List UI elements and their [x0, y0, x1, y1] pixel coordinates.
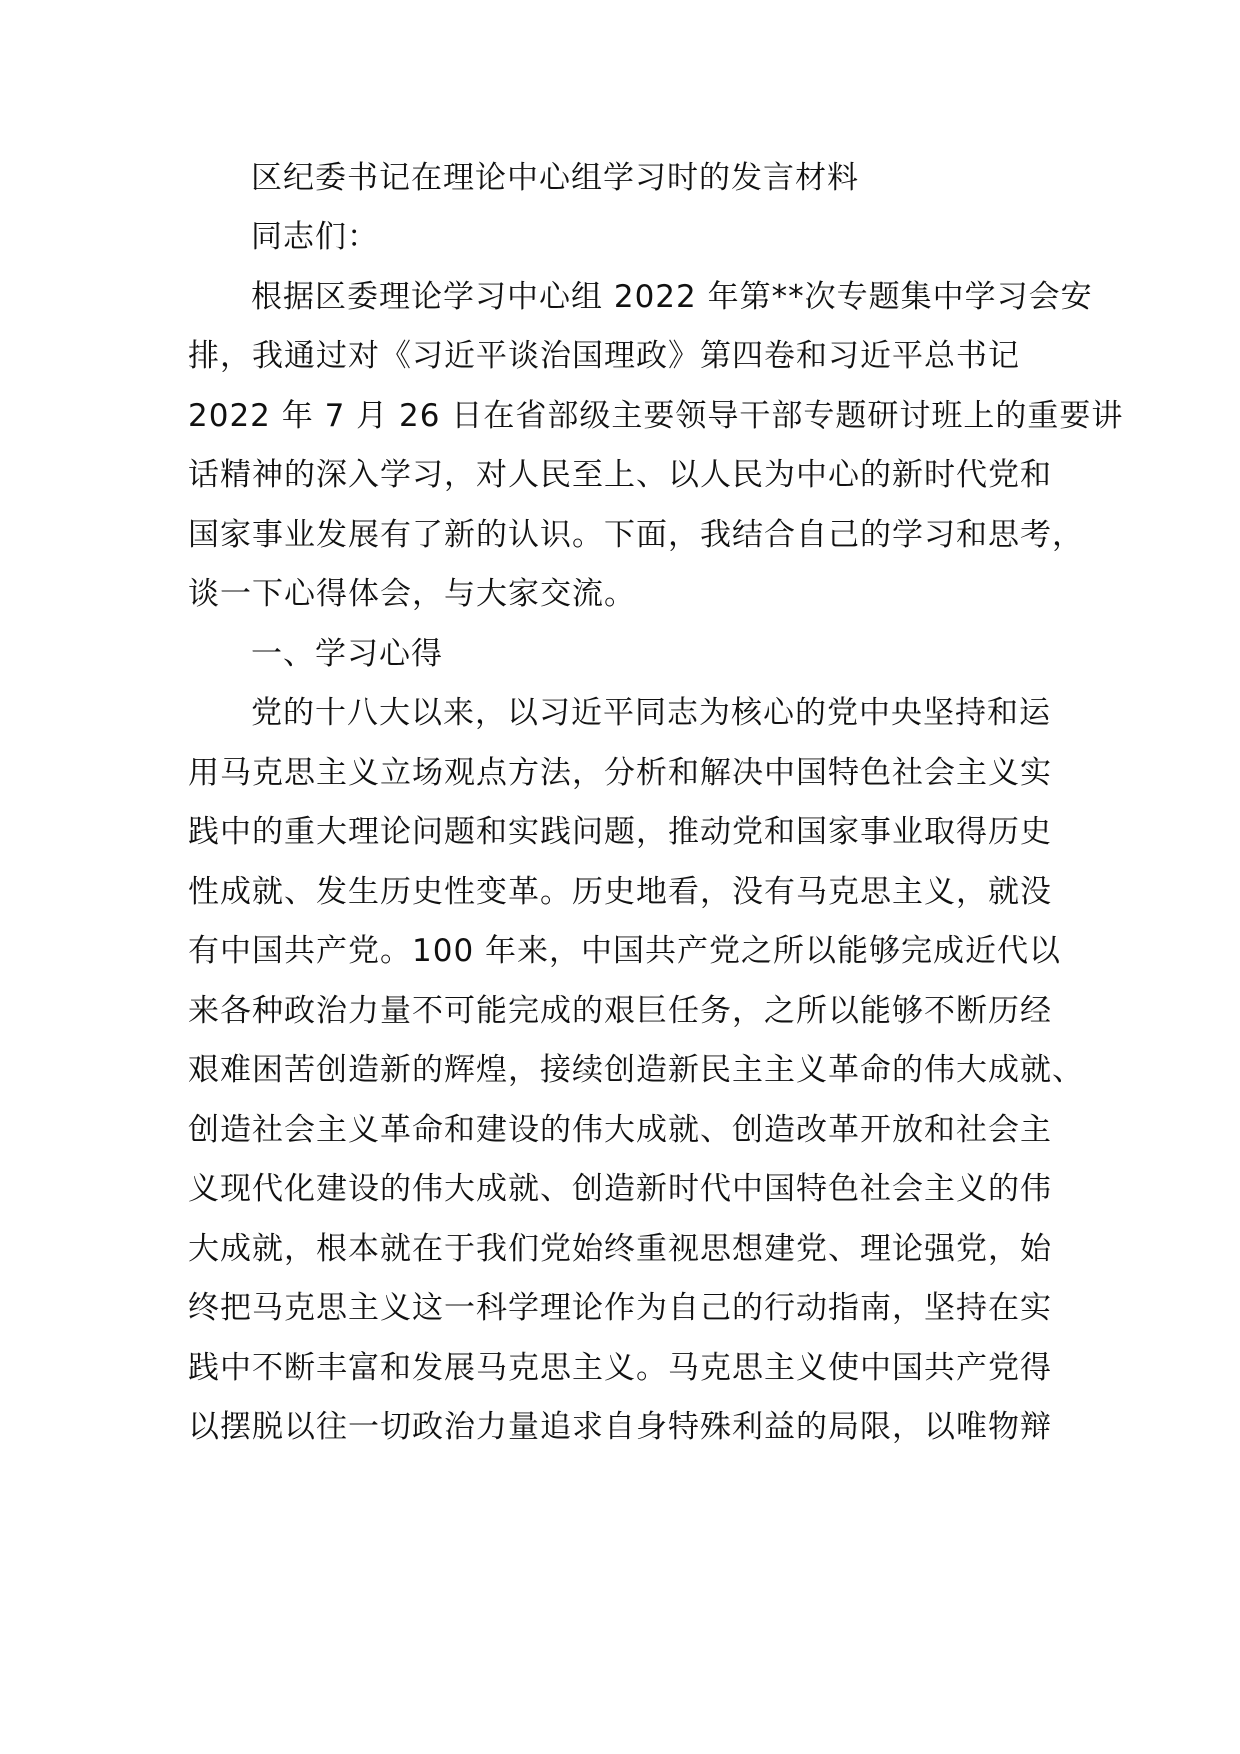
paragraph-line: 以摆脱以往一切政治力量追求自身特殊利益的局限，以唯物辩 [188, 1409, 1052, 1445]
paragraph-line: 话精神的深入学习，对人民至上、以人民为中心的新时代党和 [188, 457, 1052, 493]
paragraph-line: 大成就，根本就在于我们党始终重视思想建党、理论强党，始 [188, 1231, 1052, 1267]
paragraph-line: 谈一下心得体会，与大家交流。 [188, 576, 636, 612]
paragraph-line: 有中国共产党。100 年来，中国共产党之所以能够完成近代以 [188, 933, 1062, 969]
paragraph-line: 践中的重大理论问题和实践问题，推动党和国家事业取得历史 [188, 814, 1052, 850]
paragraph-line: 义现代化建设的伟大成就、创造新时代中国特色社会主义的伟 [188, 1171, 1052, 1207]
paragraph-line: 创造社会主义革命和建设的伟大成就、创造改革开放和社会主 [188, 1112, 1052, 1148]
paragraph-line: 终把马克思主义这一科学理论作为自己的行动指南，坚持在实 [188, 1290, 1052, 1326]
paragraph-line: 根据区委理论学习中心组 2022 年第**次专题集中学习会安 [251, 279, 1093, 315]
paragraph-line: 国家事业发展有了新的认识。下面，我结合自己的学习和思考， [188, 517, 1084, 553]
paragraph-line: 排，我通过对《习近平谈治国理政》第四卷和习近平总书记 [188, 338, 1020, 374]
paragraph-line: 性成就、发生历史性变革。历史地看，没有马克思主义，就没 [188, 874, 1052, 910]
paragraph-line: 党的十八大以来，以习近平同志为核心的党中央坚持和运 [251, 695, 1051, 731]
salutation: 同志们： [251, 219, 379, 255]
paragraph-line: 践中不断丰富和发展马克思主义。马克思主义使中国共产党得 [188, 1350, 1052, 1386]
document-title: 区纪委书记在理论中心组学习时的发言材料 [251, 160, 859, 196]
paragraph-line: 艰难困苦创造新的辉煌，接续创造新民主主义革命的伟大成就、 [188, 1052, 1084, 1088]
paragraph-line: 用马克思主义立场观点方法，分析和解决中国特色社会主义实 [188, 755, 1052, 791]
section-heading: 一、学习心得 [251, 636, 443, 672]
paragraph-line: 2022 年 7 月 26 日在省部级主要领导干部专题研讨班上的重要讲 [188, 398, 1124, 434]
paragraph-line: 来各种政治力量不可能完成的艰巨任务，之所以能够不断历经 [188, 993, 1052, 1029]
